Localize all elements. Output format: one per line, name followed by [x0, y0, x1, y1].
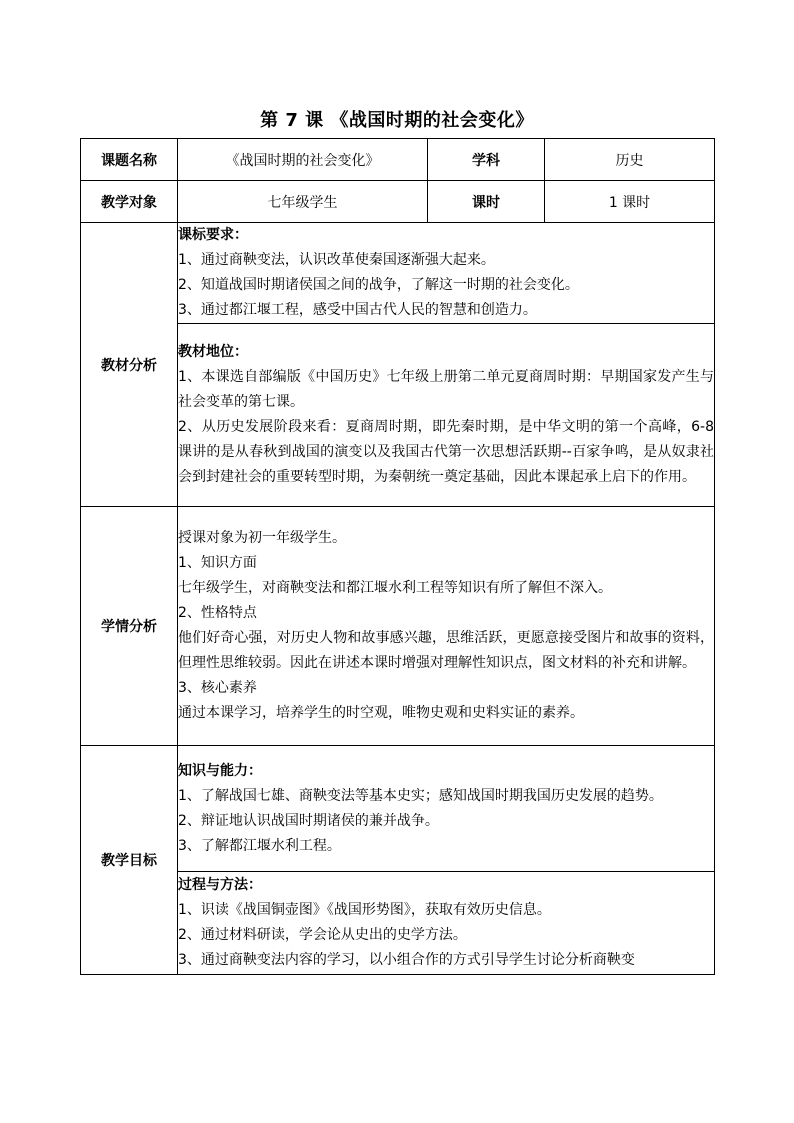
list-item: 七年级学生，对商鞅变法和都江堰水利工程等知识有所了解但不深入。: [178, 580, 612, 596]
list-item: 3、通过商鞅变法内容的学习，以小组合作的方式引导学生讨论分析商鞅变: [178, 952, 635, 968]
table-row: [81, 507, 715, 746]
list-item: 1、通过商鞅变法，认识改革使秦国逐渐强大起来。: [178, 252, 495, 268]
list-item: 1、本课选自部编版《中国历史》七年级上册第二单元夏商周时期：早期国家发产生与社会变革的第七课。: [178, 369, 714, 410]
course-name-value: 《战国时期的社会变化》: [178, 139, 428, 181]
table-row: [81, 181, 715, 223]
list-item: 1、识读《战国铜壶图》《战国形势图》，获取有效历史信息。: [178, 902, 551, 918]
subject-value: 历史: [545, 139, 715, 181]
process-heading: 过程与方法：: [178, 877, 262, 893]
list-item: 1、知识方面: [178, 555, 257, 571]
student-analysis-label: 学情分析: [81, 507, 178, 746]
list-item: 他们好奇心强，对历史人物和故事感兴趣，思维活跃，更愿意接受图片和故事的资料，但理性思维较弱。因此在讲述本课时增强对理解性知识点，图文材料的补充和讲解。: [178, 630, 714, 671]
list-item: 3、通过都江堰工程，感受中国古代人民的智慧和创造力。: [178, 302, 537, 318]
student-analysis: [178, 507, 715, 746]
table-row: [81, 139, 715, 181]
standards-heading: 课标要求：: [178, 227, 248, 243]
course-name-label: 课题名称: [81, 139, 178, 181]
knowledge-ability: [178, 746, 715, 872]
audience-label: 教学对象: [81, 181, 178, 223]
lesson-plan-table: [80, 138, 715, 975]
textbook-position: [178, 324, 715, 507]
list-item: 2、知道战国时期诸侯国之间的战争，了解这一时期的社会变化。: [178, 277, 579, 293]
material-analysis-label: 教材分析: [81, 223, 178, 507]
table-row: [81, 746, 715, 872]
list-item: 3、了解都江堰水利工程。: [178, 837, 341, 854]
list-item: 2、从历史发展阶段来看：夏商周时期，即先秦时期，是中华文明的第一个高峰，6-8 课讲的是从春秋到战国的演变以及我国古代第一次思想活跃期--百家争鸣，是从奴隶社会到封建社会的重要转型时期，为秦朝统一奠定基础，因此本课起承上启下的作用。: [178, 419, 714, 485]
subject-label: 学科: [428, 139, 545, 181]
knowledge-heading: 知识与能力：: [178, 762, 262, 779]
list-item: 2、通过材料研读，学会论从史出的史学方法。: [178, 927, 467, 943]
audience-value: 七年级学生: [178, 181, 428, 223]
teaching-goals-label: 教学目标: [81, 746, 178, 975]
list-item: 授课对象为初一年级学生。: [178, 530, 346, 546]
curriculum-standards: [178, 223, 715, 324]
period-value: 1 课时: [545, 181, 715, 223]
list-item: 1、了解战国七雄、商鞅变法等基本史实；感知战国时期我国历史发展的趋势。: [178, 787, 663, 804]
position-heading: 教材地位：: [178, 344, 248, 360]
list-item: 2、辩证地认识战国时期诸侯的兼并战争。: [178, 812, 439, 829]
period-label: 课时: [428, 181, 545, 223]
list-item: 2、性格特点: [178, 605, 257, 621]
process-method: [178, 872, 715, 975]
lesson-title: 第 7 课 《战国时期的社会变化》: [260, 110, 534, 131]
list-item: 通过本课学习，培养学生的时空观，唯物史观和史料实证的素养。: [178, 705, 584, 721]
table-row: [81, 223, 715, 324]
list-item: 3、核心素养: [178, 680, 257, 696]
